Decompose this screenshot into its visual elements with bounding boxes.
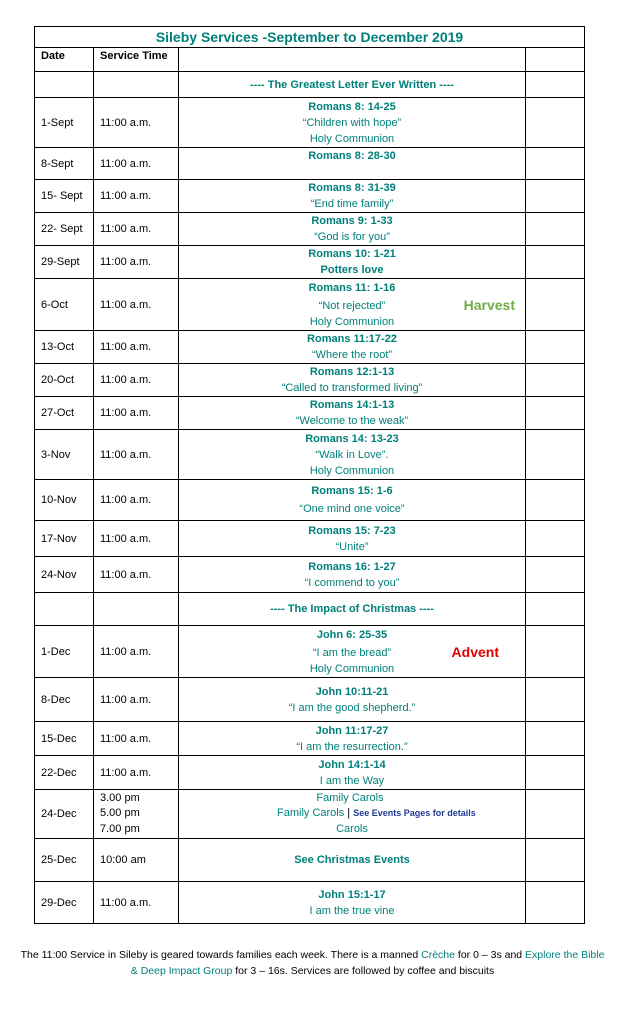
service-date: 8-Sept bbox=[35, 148, 94, 180]
service-date: 24-Dec bbox=[35, 790, 94, 839]
scripture-reference: Romans 8: 28-30 bbox=[308, 150, 396, 162]
service-detail bbox=[179, 480, 526, 521]
sermon-title: “End time family” bbox=[310, 198, 394, 210]
service-detail bbox=[179, 756, 526, 790]
service-date: 10-Nov bbox=[35, 480, 94, 521]
sermon-title: “Children with hope” bbox=[302, 116, 402, 129]
service-note: Holy Communion bbox=[309, 464, 395, 477]
scripture-reference: Romans 9: 1-33 bbox=[311, 215, 393, 227]
service-detail bbox=[179, 430, 526, 480]
empty-cell bbox=[526, 678, 585, 722]
service-detail bbox=[179, 279, 526, 331]
service-date: 29-Sept bbox=[35, 246, 94, 279]
service-time: 11:00 a.m. bbox=[94, 521, 179, 557]
scripture-reference: Romans 11: 1-16 bbox=[308, 281, 396, 294]
sermon-title: “I am the bread” bbox=[312, 646, 392, 659]
service-detail bbox=[179, 98, 526, 148]
service-detail bbox=[179, 397, 526, 430]
table-row bbox=[35, 722, 585, 756]
empty-cell bbox=[526, 626, 585, 678]
table-row bbox=[35, 430, 585, 480]
sermon-title: “Not rejected” bbox=[318, 299, 386, 312]
advent-label: Advent bbox=[451, 643, 499, 660]
footer-text: for 0 – 3s and bbox=[455, 949, 526, 961]
sermon-title: “God is for you” bbox=[314, 231, 390, 243]
sermon-title: “I am the resurrection.” bbox=[296, 740, 408, 753]
table-row bbox=[35, 98, 585, 148]
service-detail bbox=[179, 148, 526, 180]
scripture-reference: Romans 15: 1-6 bbox=[311, 485, 393, 497]
service-time: 5.00 pm bbox=[100, 807, 140, 820]
empty-cell bbox=[526, 98, 585, 148]
table-row bbox=[35, 756, 585, 790]
service-note: Holy Communion bbox=[309, 315, 395, 328]
scripture-reference: John 15:1-17 bbox=[318, 888, 386, 901]
harvest-label: Harvest bbox=[463, 296, 515, 313]
service-detail bbox=[179, 557, 526, 593]
service-time: 11:00 a.m. bbox=[94, 722, 179, 756]
service-detail bbox=[179, 678, 526, 722]
table-row bbox=[35, 678, 585, 722]
empty-cell bbox=[526, 839, 585, 882]
sermon-title: Potters love bbox=[320, 264, 384, 276]
table-row bbox=[35, 557, 585, 593]
sermon-title: I am the Way bbox=[319, 774, 385, 787]
service-detail bbox=[179, 180, 526, 213]
scripture-reference: John 10:11-21 bbox=[315, 685, 389, 698]
service-date: 15- Sept bbox=[35, 180, 94, 213]
service-times bbox=[94, 790, 179, 839]
empty-cell bbox=[94, 72, 179, 98]
empty-cell bbox=[526, 722, 585, 756]
service-time: 11:00 a.m. bbox=[94, 98, 179, 148]
empty-cell bbox=[526, 480, 585, 521]
empty-cell bbox=[526, 331, 585, 364]
events-pages-note: See Events Pages for details bbox=[353, 808, 476, 819]
service-time: 11:00 a.m. bbox=[94, 756, 179, 790]
service-date: 29-Dec bbox=[35, 882, 94, 924]
section-row bbox=[35, 72, 585, 98]
table-row bbox=[35, 626, 585, 678]
empty-cell bbox=[526, 593, 585, 626]
service-time: 11:00 a.m. bbox=[94, 626, 179, 678]
table-row bbox=[35, 331, 585, 364]
sermon-title: “Called to transformed living” bbox=[281, 382, 423, 394]
empty-cell bbox=[526, 180, 585, 213]
service-detail bbox=[179, 521, 526, 557]
service-date: 15-Dec bbox=[35, 722, 94, 756]
sermon-title: “I commend to you” bbox=[304, 576, 400, 589]
service-detail bbox=[179, 331, 526, 364]
service-time: 11:00 a.m. bbox=[94, 213, 179, 246]
service-date: 22- Sept bbox=[35, 213, 94, 246]
empty-cell bbox=[526, 364, 585, 397]
service-date: 27-Oct bbox=[35, 397, 94, 430]
sermon-title: “I am the good shepherd.” bbox=[288, 701, 416, 714]
table-row bbox=[35, 480, 585, 521]
empty-cell bbox=[526, 882, 585, 924]
scripture-reference: Romans 11:17-22 bbox=[307, 333, 397, 345]
scripture-reference: Romans 12:1-13 bbox=[309, 366, 395, 378]
service-date: 6-Oct bbox=[35, 279, 94, 331]
service-note: Holy Communion bbox=[309, 132, 395, 145]
carol-service-row: Family Carols | See Events Pages for details bbox=[277, 807, 476, 820]
service-date: 8-Dec bbox=[35, 678, 94, 722]
empty-header-cell bbox=[179, 48, 526, 72]
table-row bbox=[35, 521, 585, 557]
carol-service: Carols bbox=[336, 822, 368, 835]
table-row bbox=[35, 790, 585, 839]
empty-cell bbox=[526, 397, 585, 430]
empty-cell bbox=[526, 279, 585, 331]
service-time: 3.00 pm bbox=[100, 791, 140, 804]
empty-cell bbox=[526, 213, 585, 246]
empty-cell bbox=[35, 72, 94, 98]
service-detail bbox=[179, 213, 526, 246]
sermon-title: “One mind one voice” bbox=[299, 503, 405, 515]
service-time: 11:00 a.m. bbox=[94, 180, 179, 213]
empty-cell bbox=[526, 521, 585, 557]
sermon-title: “Where the root” bbox=[311, 349, 393, 361]
empty-cell bbox=[526, 790, 585, 839]
schedule-sheet bbox=[34, 26, 584, 924]
empty-header-cell bbox=[526, 48, 585, 72]
service-date: 17-Nov bbox=[35, 521, 94, 557]
table-row bbox=[35, 839, 585, 882]
empty-cell bbox=[526, 430, 585, 480]
service-detail bbox=[179, 839, 526, 882]
scripture-reference: Romans 14:1-13 bbox=[309, 399, 395, 411]
service-date: 1-Dec bbox=[35, 626, 94, 678]
scripture-reference: Romans 8: 14-25 bbox=[308, 100, 396, 113]
page-title: Sileby Services -September to December 2019 bbox=[35, 27, 585, 48]
service-time: 7.00 pm bbox=[100, 822, 140, 835]
scripture-reference: Romans 10: 1-21 bbox=[308, 248, 396, 260]
section-heading: ---- The Greatest Letter Ever Written ---- bbox=[179, 72, 526, 98]
christmas-events-note: See Christmas Events bbox=[294, 854, 410, 866]
service-date: 24-Nov bbox=[35, 557, 94, 593]
service-detail bbox=[179, 246, 526, 279]
footer-text: for 3 – 16s. Services are followed by coffee and biscuits bbox=[232, 965, 495, 977]
service-date: 3-Nov bbox=[35, 430, 94, 480]
scripture-reference: Romans 16: 1-27 bbox=[308, 560, 396, 573]
service-date: 20-Oct bbox=[35, 364, 94, 397]
service-time: 10:00 am bbox=[94, 839, 179, 882]
services-table bbox=[34, 26, 585, 924]
scripture-reference: Romans 14: 13-23 bbox=[305, 432, 399, 445]
service-detail bbox=[179, 790, 526, 839]
service-date: 22-Dec bbox=[35, 756, 94, 790]
title-row bbox=[35, 27, 585, 48]
table-row bbox=[35, 364, 585, 397]
table-row bbox=[35, 213, 585, 246]
date-header: Date bbox=[35, 48, 94, 72]
sermon-title: “Walk in Love”. bbox=[315, 448, 389, 461]
scripture-reference: Romans 8: 31-39 bbox=[308, 182, 396, 194]
table-row bbox=[35, 148, 585, 180]
table-row bbox=[35, 397, 585, 430]
scripture-reference: Romans 15: 7-23 bbox=[308, 524, 396, 537]
service-time: 11:00 a.m. bbox=[94, 331, 179, 364]
section-row bbox=[35, 593, 585, 626]
service-time: 11:00 a.m. bbox=[94, 557, 179, 593]
empty-cell bbox=[35, 593, 94, 626]
empty-cell bbox=[526, 148, 585, 180]
section-heading: ---- The Impact of Christmas ---- bbox=[179, 593, 526, 626]
footer-note bbox=[20, 947, 605, 979]
table-row bbox=[35, 882, 585, 924]
service-detail bbox=[179, 364, 526, 397]
empty-cell bbox=[526, 756, 585, 790]
service-date: 25-Dec bbox=[35, 839, 94, 882]
service-time: 11:00 a.m. bbox=[94, 364, 179, 397]
service-time: 11:00 a.m. bbox=[94, 148, 179, 180]
empty-cell bbox=[94, 593, 179, 626]
explore-group-text: Explore the Bible & Deep Impact Group bbox=[130, 949, 605, 977]
service-date: 1-Sept bbox=[35, 98, 94, 148]
table-row bbox=[35, 279, 585, 331]
service-time: 11:00 a.m. bbox=[94, 246, 179, 279]
service-time: 11:00 a.m. bbox=[94, 430, 179, 480]
sermon-title: I am the true vine bbox=[309, 904, 395, 917]
service-detail bbox=[179, 626, 526, 678]
carol-service: Family Carols bbox=[277, 807, 345, 820]
empty-cell bbox=[526, 557, 585, 593]
empty-cell bbox=[526, 72, 585, 98]
service-time: 11:00 a.m. bbox=[94, 678, 179, 722]
service-time: 11:00 a.m. bbox=[94, 882, 179, 924]
time-header: Service Time bbox=[94, 48, 179, 72]
scripture-reference: John 6: 25-35 bbox=[316, 628, 388, 641]
creche-text: Crèche bbox=[421, 949, 455, 961]
scripture-reference: John 11:17-27 bbox=[315, 724, 389, 737]
table-row bbox=[35, 246, 585, 279]
sermon-title: “Unite” bbox=[335, 540, 369, 553]
service-date: 13-Oct bbox=[35, 331, 94, 364]
service-time: 11:00 a.m. bbox=[94, 279, 179, 331]
service-time: 11:00 a.m. bbox=[94, 480, 179, 521]
scripture-reference: John 14:1-14 bbox=[318, 758, 386, 771]
header-row bbox=[35, 48, 585, 72]
service-time: 11:00 a.m. bbox=[94, 397, 179, 430]
service-note: Holy Communion bbox=[309, 662, 395, 675]
carol-service: Family Carols bbox=[316, 791, 384, 804]
empty-cell bbox=[526, 246, 585, 279]
service-detail bbox=[179, 882, 526, 924]
sermon-title: “Welcome to the weak” bbox=[295, 415, 409, 427]
table-row bbox=[35, 180, 585, 213]
service-detail bbox=[179, 722, 526, 756]
footer-text: The 11:00 Service in Sileby is geared towards families each week. There is a manned bbox=[20, 949, 422, 961]
